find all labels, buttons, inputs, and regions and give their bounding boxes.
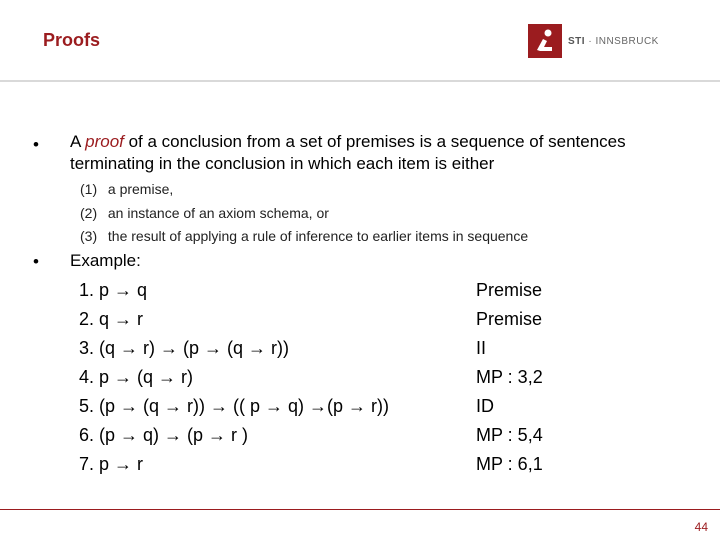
proof-justifications [476,276,543,479]
bullet-icon: • [33,252,39,271]
list-item: (2) an instance of an axiom schema, or [80,204,329,221]
proof-line-formula: 5. (p → (q → r)) → (( p → q) →(p → r)) [79,396,390,416]
proof-line-reason: Premise [476,280,543,300]
proof-line-reason: MP : 3,2 [476,367,543,387]
proof-formulas [79,276,389,479]
proof-term: proof [85,132,124,151]
example-heading: Example: [70,251,141,270]
proof-line-formula: 4. p → (q → r) [79,367,194,387]
logo-mark-icon [528,24,562,58]
proof-line-formula: 2. q → r [79,309,144,329]
logo-text: STI · INNSBRUCK [568,35,659,47]
footer-divider [0,509,720,510]
proof-line-reason: ID [476,396,494,416]
definition-sublist [80,178,528,249]
proof-line-formula: 3. (q → r) → (p → (q → r)) [79,338,290,358]
bullet-icon: • [33,135,39,154]
proof-line-reason: Premise [476,309,543,329]
proof-line-reason: II [476,338,487,358]
page-number: 44 [694,520,708,534]
slide-title: Proofs [43,30,101,50]
list-item: (3) the result of applying a rule of inference to earlier items in sequence [80,228,529,244]
header-divider [0,80,720,82]
definition-paragraph: A proof of a conclusion from a set of premises is a sequence of sentences terminating in the conclusion in which each item is either [70,132,626,173]
proof-line-formula: 7. p → r [79,454,144,474]
sti-innsbruck-logo [528,24,659,58]
proof-line-reason: MP : 6,1 [476,454,543,474]
list-item: (1) a premise, [80,181,174,197]
proof-line-reason: MP : 5,4 [476,425,543,445]
proof-line-formula: 1. p → q [79,280,148,300]
proof-line-formula: 6. (p → q) → (p → r ) [79,425,249,445]
